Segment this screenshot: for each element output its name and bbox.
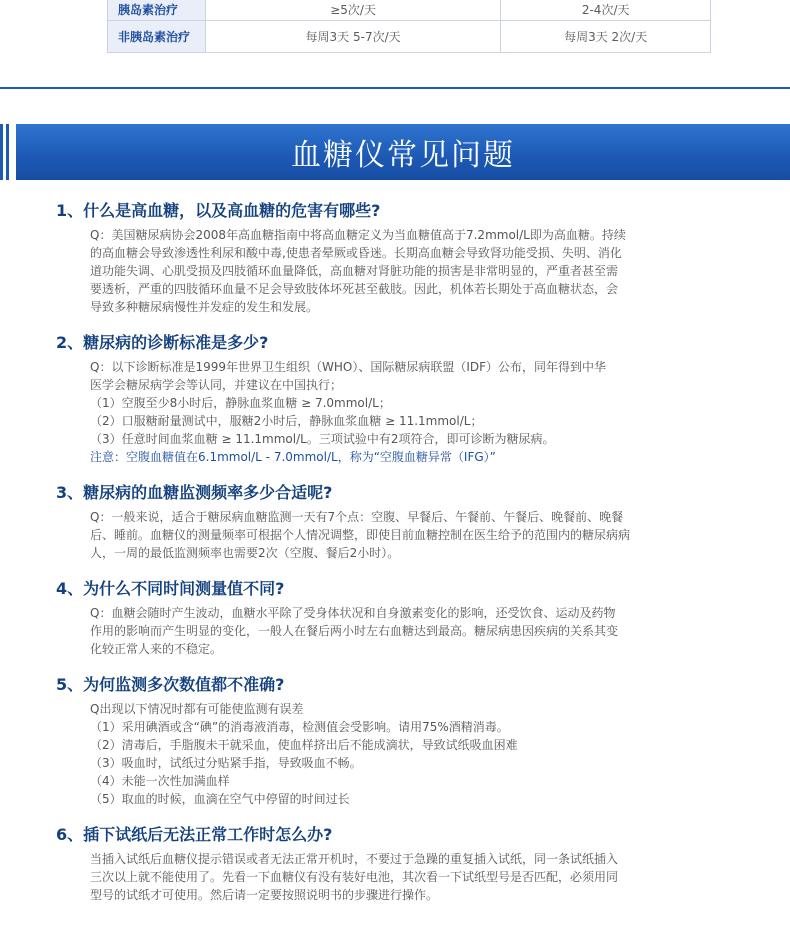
- row-label-non-insulin: 非胰岛素治疗: [108, 20, 206, 52]
- table-row: [108, 0, 711, 20]
- faq-item-5: [56, 674, 716, 808]
- faq-question-title: 4、为什么不同时间测量值不同?: [56, 579, 285, 598]
- answer-line: 要透析，严重的四肢循环血量不足会导致肢体坏死甚至截肢。因此，机体若长期处于高血糖状态，会: [90, 282, 619, 296]
- cell-non-insulin-col2: 每周3天 5-7次/天: [205, 20, 500, 52]
- answer-line: （1）采用碘酒或含“碘”的消毒液消毒，检测值会受影响。请用75%酒精消毒。: [90, 720, 509, 734]
- faq-question-title: 1、什么是高血糖，以及高血糖的危害有哪些?: [56, 201, 381, 220]
- answer-line: 化较正常人来的不稳定。: [90, 642, 223, 656]
- faq-item-1: [56, 200, 716, 316]
- faq-answer: [56, 700, 716, 808]
- banner-title: 血糖仪常见问题: [291, 138, 515, 173]
- answer-line: 人，一周的最低监测频率也需要2次（空腹、餐后2小时）。: [90, 546, 400, 560]
- answer-line: （2）口服糖耐量测试中，服糖2小时后，静脉血浆血糖 ≥ 11.1mmol/L；: [90, 414, 483, 428]
- faq-answer: [56, 226, 716, 316]
- banner-bar: [16, 124, 790, 180]
- faq-question-title: 2、糖尿病的诊断标准是多少?: [56, 333, 269, 352]
- faq-question-title: 6、插下试纸后无法正常工作时怎么办?: [56, 825, 333, 844]
- faq-answer: [56, 508, 716, 562]
- faq-item-4: [56, 578, 716, 658]
- banner-stripes: [0, 124, 12, 180]
- faq-item-3: [56, 482, 716, 562]
- row-label-insulin: 胰岛素治疗: [108, 0, 206, 20]
- faq-item-2: [56, 332, 716, 466]
- answer-line: 道功能失调、心肌受损及四肢循环血量降低，高血糖对肾脏功能的损害是非常明显的，严重者甚至需: [90, 264, 619, 278]
- frequency-table: [107, 0, 711, 53]
- answer-line: Q：一般来说，适合于糖尿病血糖监测一天有7个点：空腹、早餐后、午餐前、午餐后、晚餐前、晚餐: [90, 510, 624, 524]
- faq-list: [56, 200, 716, 920]
- answer-line: 作用的影响而产生明显的变化，一般人在餐后两小时左右血糖达到最高。糖尿病患因疾病的关系其变: [90, 624, 619, 638]
- answer-line: （1）空腹至少8小时后，静脉血浆血糖 ≥ 7.0mmol/L；: [90, 396, 391, 410]
- table-row: [108, 20, 711, 52]
- section-banner: [0, 124, 790, 180]
- answer-line: （4）未能一次性加满血样: [90, 774, 230, 788]
- answer-line: （2）清毒后，手脂腹未干就采血，使血样挤出后不能成滴状，导致试纸吸血困难: [90, 738, 518, 752]
- faq-item-6: [56, 824, 716, 904]
- faq-answer: [56, 358, 716, 466]
- faq-question-title: 3、糖尿病的血糖监测频率多少合适呢?: [56, 483, 333, 502]
- answer-line: 医学会糖尿病学会等认同，并建议在中国执行；: [90, 378, 343, 392]
- answer-line: 的高血糖会导致渗透性利尿和酸中毒,使患者晕厥或昏迷。长期高血糖会导致肾功能受损、失明、消化: [90, 246, 622, 260]
- answer-line: 后、睡前。血糖仪的测量频率可根据个人情况调整，即使目前血糖控制在医生给予的范围内的糖尿病病: [90, 528, 631, 542]
- faq-answer: [56, 604, 716, 658]
- answer-line: （3）任意时间血浆血糖 ≥ 11.1mmol/L。三项试验中有2项符合，即可诊断为糖尿病。: [90, 432, 555, 446]
- answer-line: Q：以下诊断标准是1999年世界卫生组织（WHO）、国际糖尿病联盟（IDF）公布，同年得到中华: [90, 360, 607, 374]
- answer-line: Q：美国糖尿病协会2008年高血糖指南中将高血糖定义为当血糖值高于7.2mmol/L即为高血糖。持续: [90, 228, 626, 242]
- answer-line: 导致多种糖尿病慢性并发症的发生和发展。: [90, 300, 319, 314]
- cell-insulin-col2: ≥5次/天: [205, 0, 500, 20]
- cell-non-insulin-col3: 每周3天 2次/天: [501, 20, 711, 52]
- answer-line: 三次以上就不能使用了。先看一下血糖仪有没有装好电池，其次看一下试纸型号是否匹配，必须用同: [90, 870, 619, 884]
- section-divider: [0, 87, 790, 89]
- faq-question-title: 5、为何监测多次数值都不准确?: [56, 675, 285, 694]
- answer-line: 当插入试纸后血糖仪提示错误或者无法正常开机时，不要过于急躁的重复插入试纸，同一条试纸插入: [90, 852, 619, 866]
- answer-line: （5）取血的时候，血滴在空气中停留的时间过长: [90, 792, 350, 806]
- cell-insulin-col3: 2-4次/天: [501, 0, 711, 20]
- answer-note: 注意：空腹血糖值在6.1mmol/L - 7.0mmol/L，称为“空腹血糖异常（IFG）”: [90, 450, 496, 464]
- faq-answer: [56, 850, 716, 904]
- answer-line: Q出现以下情况时都有可能使监测有误差: [90, 702, 304, 716]
- answer-line: Q：血糖会随时产生波动，血糖水平除了受身体状况和自身激素变化的影响，还受饮食、运动及药物: [90, 606, 616, 620]
- answer-line: （3）吸血时，试纸过分贴紧手指，导致吸血不畅。: [90, 756, 362, 770]
- answer-line: 型号的试纸才可使用。然后请一定要按照说明书的步骤进行操作。: [90, 888, 439, 902]
